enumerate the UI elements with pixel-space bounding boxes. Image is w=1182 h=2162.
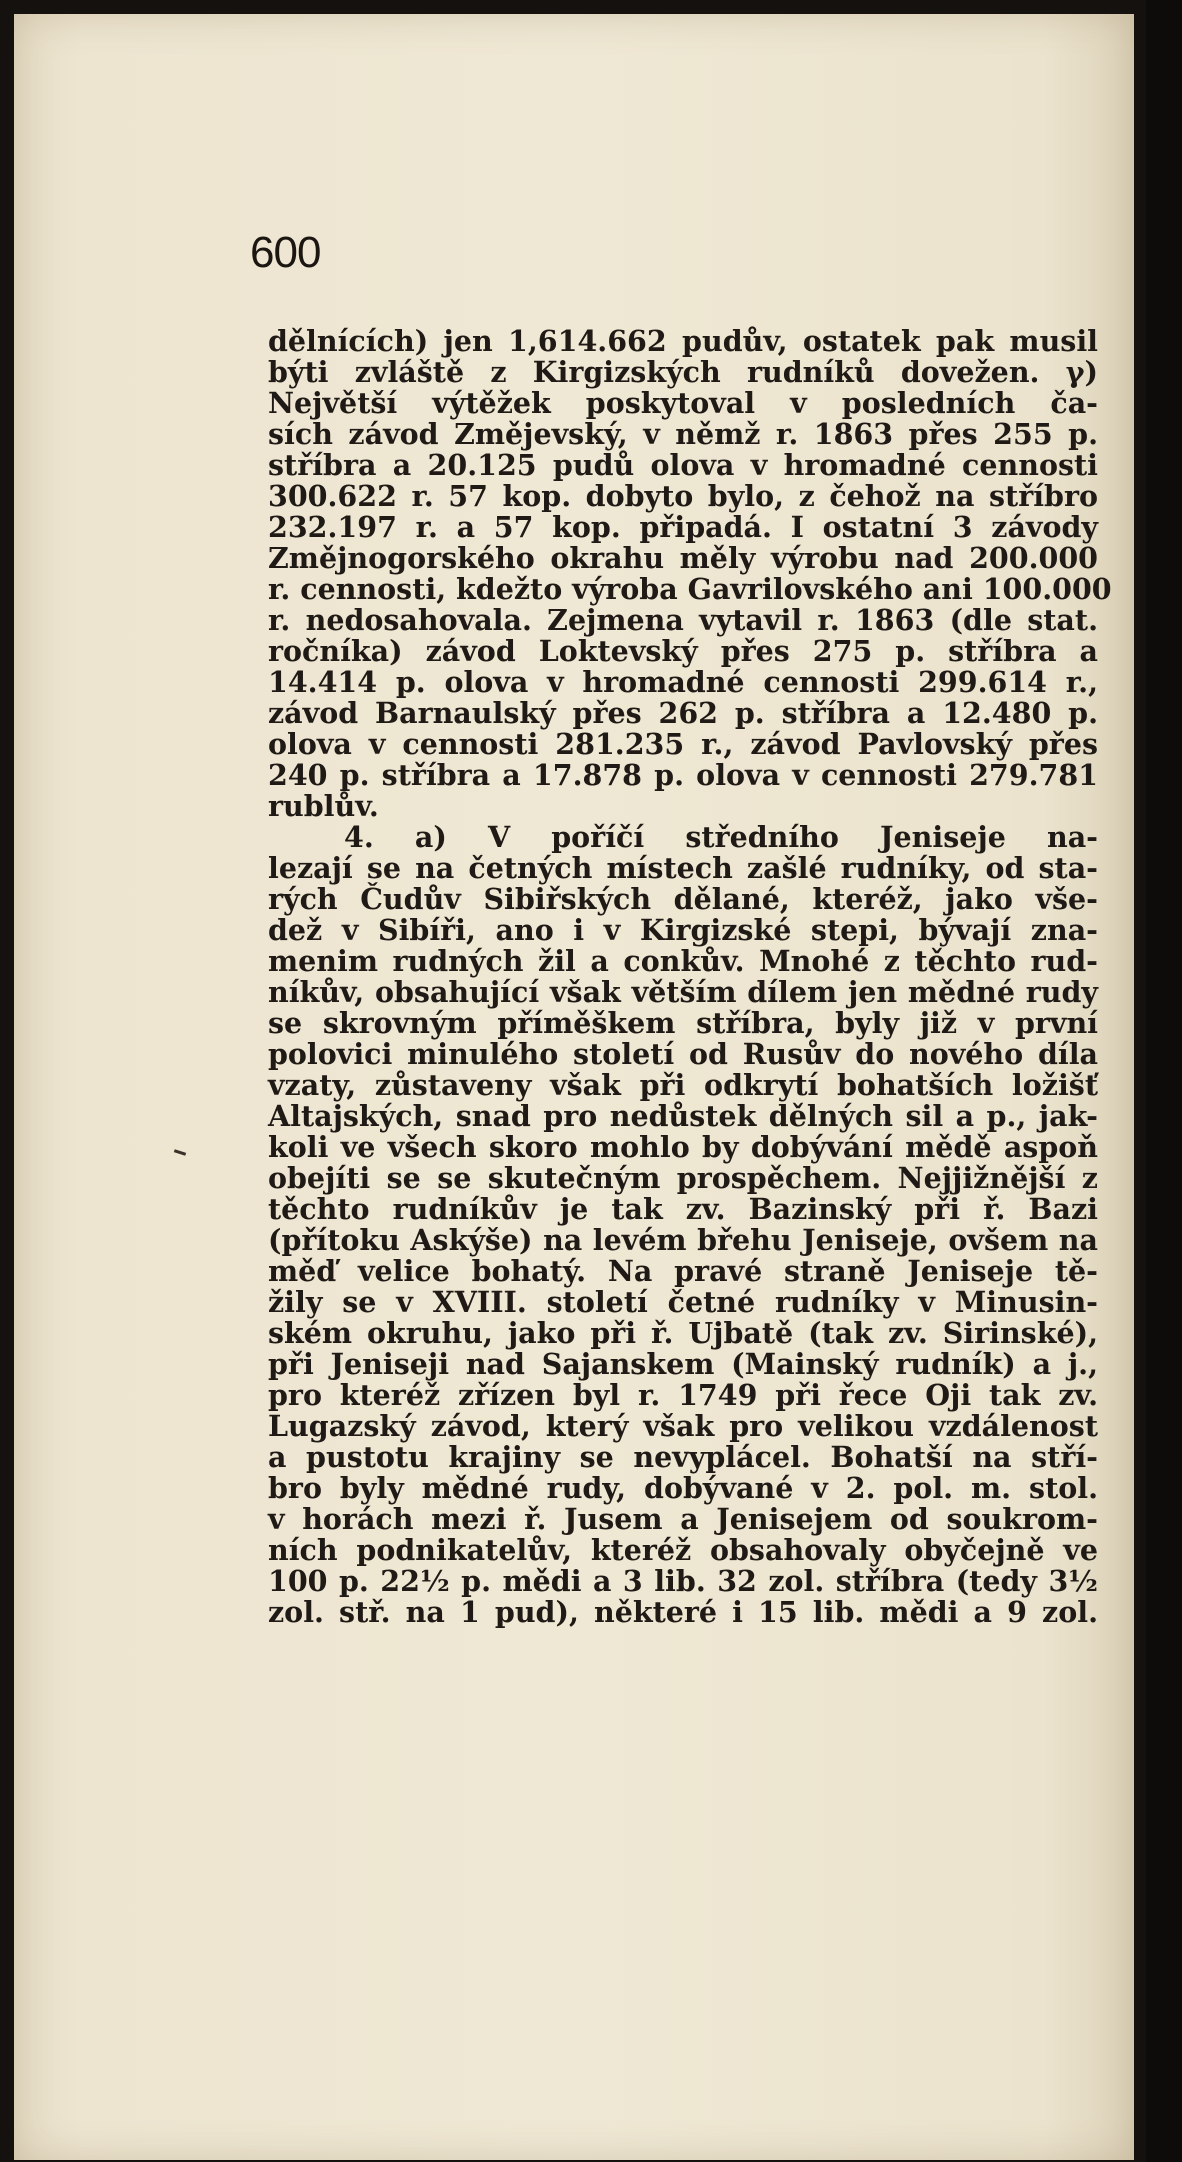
text-line: níkův, obsahující však větším dílem jen mědné rudy — [268, 975, 1098, 1009]
text-line: dež v Sibíři, ano i v Kirgizské stepi, bývají zna- — [268, 913, 1098, 947]
text-line: sích závod Změjevský, v němž r. 1863 přes 255 p. — [268, 417, 1098, 451]
text-line: 100 p. 22½ p. mědi a 3 lib. 32 zol. stříbra (tedy 3½ — [268, 1564, 1098, 1598]
text-line: 4. a) V poříčí středního Jeniseje na- — [344, 820, 1098, 854]
text-line: r. nedosahovala. Zejmena vytavil r. 1863 (dle stat. — [268, 603, 1098, 637]
text-line: 300.622 r. 57 kop. dobyto bylo, z čehož na stříbro — [268, 479, 1098, 513]
text-line: bro byly mědné rudy, dobývané v 2. pol. m. stol. — [268, 1471, 1098, 1505]
body-text — [268, 324, 1112, 1629]
text-line: olova v cennosti 281.235 r., závod Pavlovský přes — [268, 727, 1098, 761]
text-line: lezají se na četných místech zašlé rudníky, od sta- — [268, 851, 1098, 885]
text-line: pro kteréž zřízen byl r. 1749 při řece Oji tak zv. — [268, 1378, 1098, 1412]
text-line: v horách mezi ř. Jusem a Jenisejem od soukrom- — [268, 1502, 1098, 1536]
text-line: vzaty, zůstaveny však při odkrytí bohatších ložišť — [268, 1068, 1098, 1102]
text-line: zol. stř. na 1 pud), některé i 15 lib. mědi a 9 zol. — [268, 1595, 1098, 1629]
text-line: 232.197 r. a 57 kop. připadá. I ostatní 3 závody — [268, 510, 1098, 544]
text-line: (přítoku Askýše) na levém břehu Jeniseje, ovšem na — [268, 1223, 1098, 1257]
text-line: těchto rudníkův je tak zv. Bazinský při ř. Bazi — [268, 1192, 1098, 1226]
text-line: žily se v XVIII. století četné rudníky v Minusin- — [268, 1285, 1098, 1319]
text-line: ročníka) závod Loktevský přes 275 p. stříbra a — [268, 634, 1098, 668]
page-number: 600 — [250, 228, 321, 277]
text-line: koli ve všech skoro mohlo by dobývání mědě aspoň — [268, 1130, 1098, 1164]
text-line: obejíti se se skutečným prospěchem. Nejjižnější z — [268, 1161, 1098, 1195]
text-line: 240 p. stříbra a 17.878 p. olova v cennosti 279.781 — [268, 758, 1098, 792]
text-line: rých Čudův Sibiřských dělané, kteréž, jako vše- — [268, 882, 1098, 916]
book-spine-shadow — [1146, 0, 1182, 2162]
text-line: ních podnikatelův, kteréž obsahovaly obyčejně ve — [268, 1533, 1098, 1567]
text-line: Změjnogorského okrahu měly výrobu nad 200.000 — [268, 541, 1098, 575]
text-line: rublův. — [268, 789, 379, 823]
text-line: stříbra a 20.125 pudů olova v hromadné cennosti — [268, 448, 1098, 482]
text-line: dělnících) jen 1,614.662 pudův, ostatek pak musil — [268, 324, 1098, 358]
text-line: 14.414 p. olova v hromadné cennosti 299.614 r., — [268, 665, 1098, 699]
text-line: Lugazský závod, který však pro velikou vzdálenost — [268, 1409, 1098, 1443]
book-page — [14, 14, 1134, 2160]
text-line: Altajských, snad pro nedůstek dělných sil a p., jak- — [268, 1099, 1098, 1133]
text-line: se skrovným příměškem stříbra, byly již v první — [268, 1006, 1098, 1040]
text-line: menim rudných žil a conkův. Mnohé z těchto rud- — [268, 944, 1098, 978]
text-line: při Jeniseji nad Sajanskem (Mainský rudník) a j., — [268, 1347, 1098, 1381]
text-line: a pustotu krajiny se nevyplácel. Bohatší na stří- — [268, 1440, 1098, 1474]
text-line: závod Barnaulský přes 262 p. stříbra a 12.480 p. — [268, 696, 1098, 730]
text-line: Největší výtěžek poskytoval v posledních ča- — [268, 386, 1098, 420]
text-line: ském okruhu, jako při ř. Ujbatě (tak zv. Sirinské), — [268, 1316, 1098, 1350]
text-line: r. cennosti, kdežto výroba Gavrilovského ani 100.000 — [268, 572, 1112, 606]
text-line: měď velice bohatý. Na pravé straně Jeniseje tě- — [268, 1254, 1098, 1288]
text-line: polovici minulého století od Rusův do nového díla — [268, 1037, 1098, 1071]
text-line: býti zvláště z Kirgizských rudníků dovežen. γ) — [268, 355, 1098, 389]
margin-mark — [174, 1149, 186, 1156]
